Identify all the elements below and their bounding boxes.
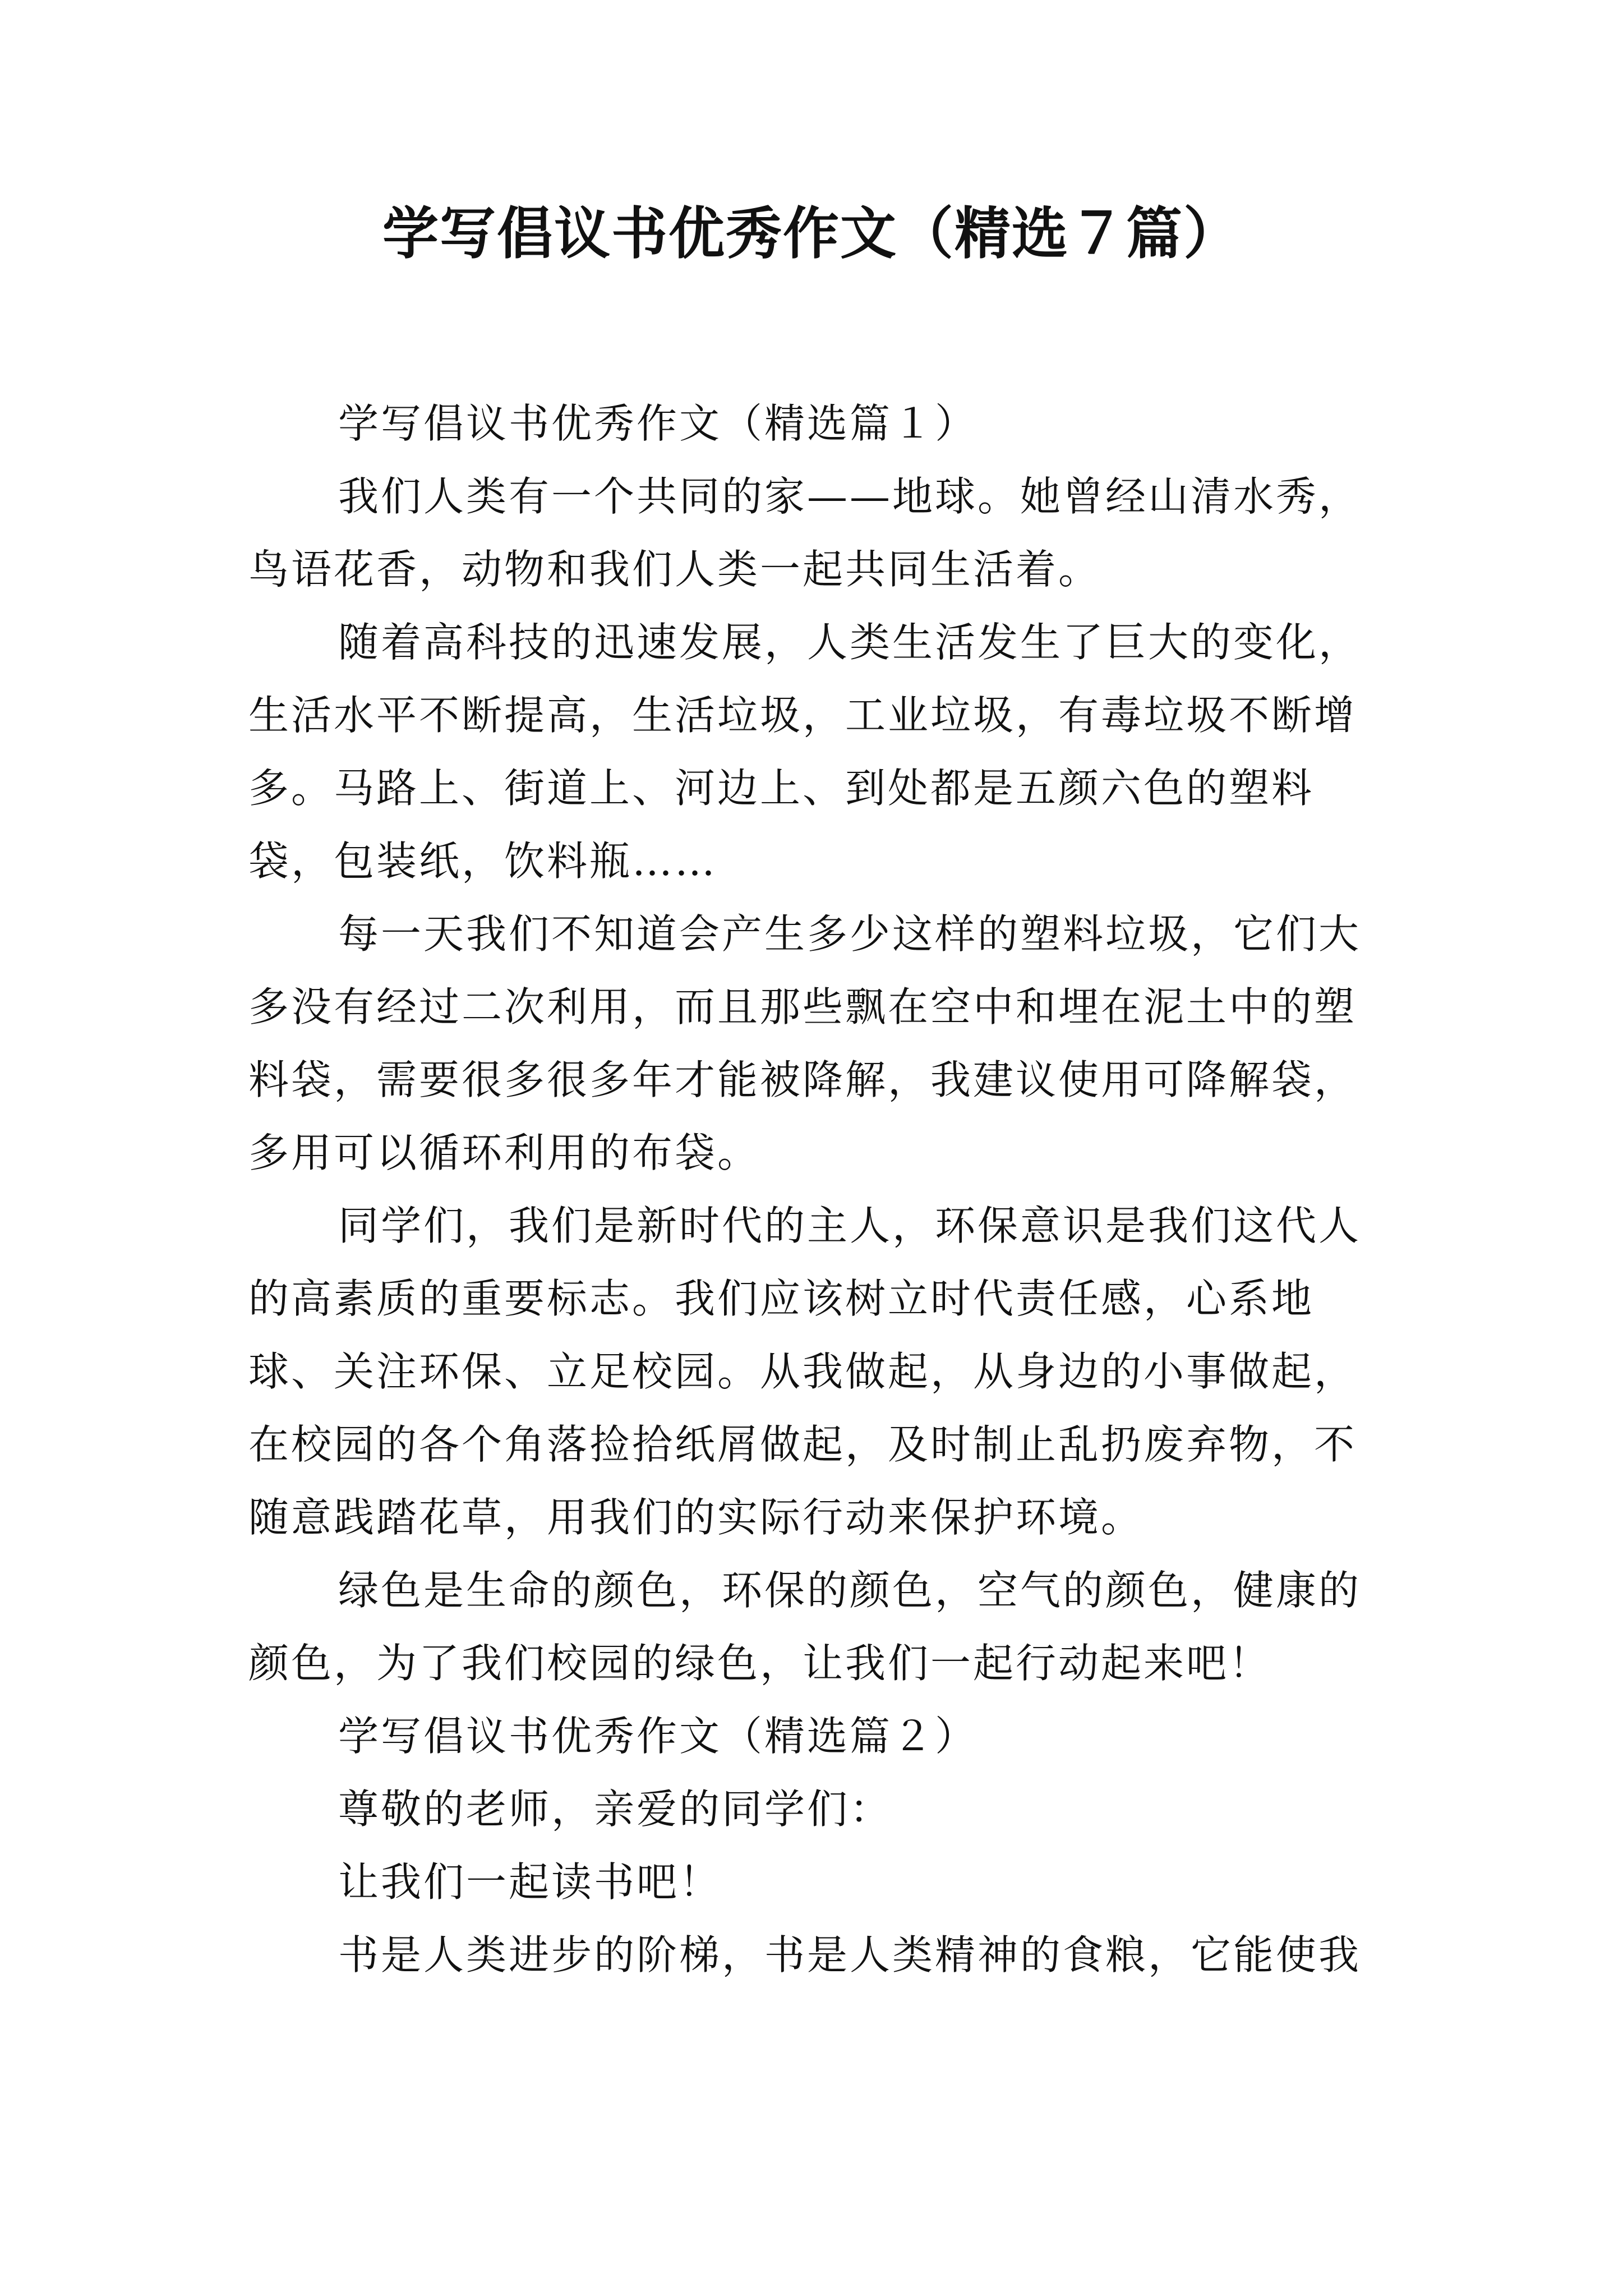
paragraph: 同学们，我们是新时代的主人，环保意识是我们这代人的高素质的重要标志。我们应该树立时代责任感，心系地球、关注环保、立足校园。从我做起，从身边的小事做起，在校园的各个角落捡拾纸屑做起，及时制止乱扔废弃物，不随意践踏花草，用我们的实际行动来保护环境。 bbox=[248, 1202, 1362, 1541]
paragraph: 书是人类进步的阶梯，书是人类精神的食粮，它能使我 bbox=[338, 1931, 1362, 1978]
paragraph: 随着高科技的迅速发展，人类生活发生了巨大的变化，生活水平不断提高，生活垃圾，工业垃圾，有毒垃圾不断增多。马路上、街道上、河边上、到处都是五颜六色的塑料袋，包装纸，饮料瓶…… bbox=[248, 619, 1362, 885]
paragraph: 让我们一起读书吧！ bbox=[338, 1858, 722, 1906]
section-heading-1: 学写倡议书优秀作文（精选篇１） bbox=[338, 400, 978, 447]
paragraph: 绿色是生命的颜色，环保的颜色，空气的颜色，健康的颜色，为了我们校园的绿色，让我们一起行动起来吧！ bbox=[248, 1567, 1362, 1687]
paragraph: 尊敬的老师，亲爱的同学们： bbox=[338, 1786, 893, 1833]
document-body bbox=[248, 387, 1393, 1991]
document-title: 学写倡议书优秀作文（精选７篇） bbox=[382, 201, 1241, 266]
section-heading-2: 学写倡议书优秀作文（精选篇２） bbox=[338, 1713, 978, 1760]
paragraph: 我们人类有一个共同的家——地球。她曾经山清水秀，鸟语花香，动物和我们人类一起共同生活着。 bbox=[248, 473, 1362, 593]
paragraph: 每一天我们不知道会产生多少这样的塑料垃圾，它们大多没有经过二次利用，而且那些飘在空中和埋在泥土中的塑料袋，需要很多很多年才能被降解，我建议使用可降解袋，多用可以循环利用的布袋。 bbox=[248, 910, 1362, 1176]
